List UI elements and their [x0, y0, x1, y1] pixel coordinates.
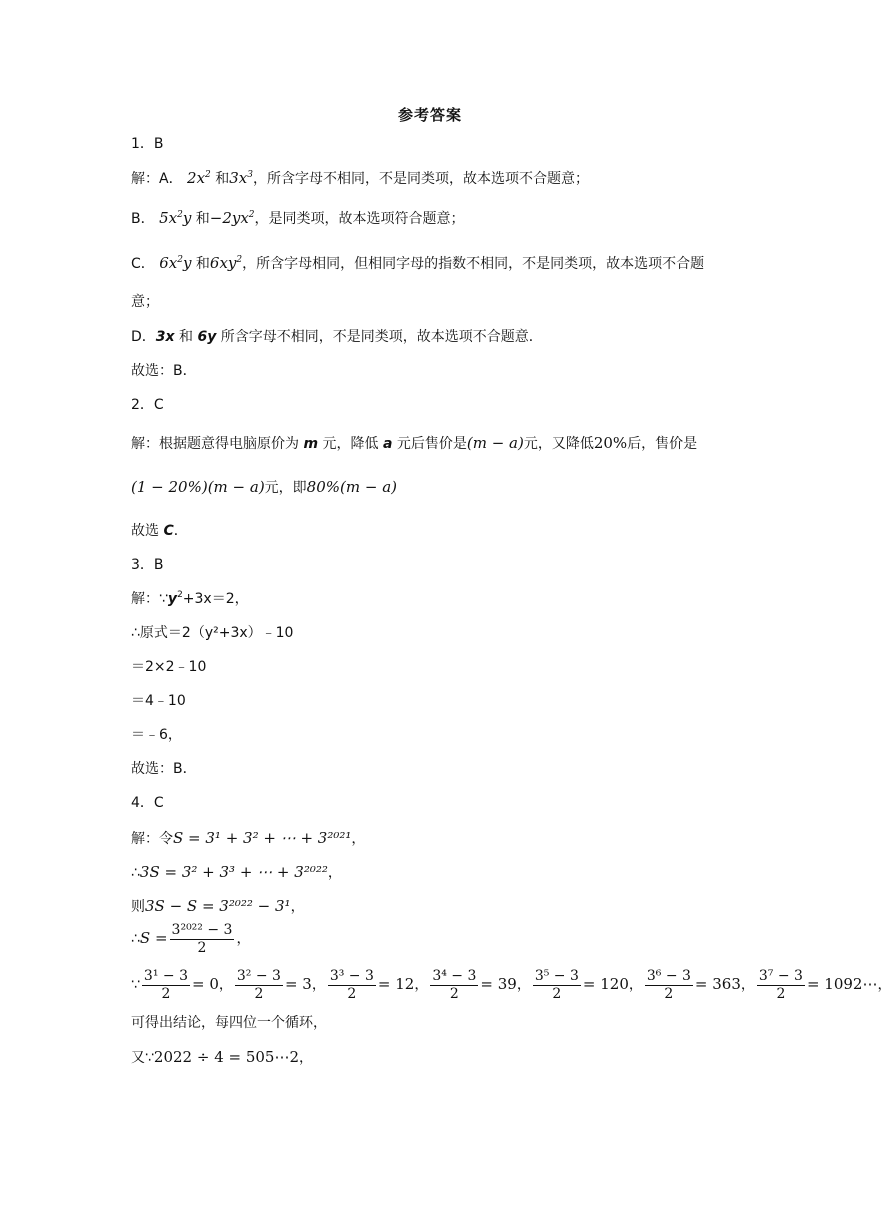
- q4-line-2: ∴3S = 3² + 3³ + ⋯ + 3²⁰²²，: [131, 863, 342, 881]
- fraction: $\frac{\text{3⁵ − 3}}{2}$: [534, 967, 579, 1002]
- q1-conclusion: 故选：B．: [131, 363, 197, 379]
- fraction-result: = 0: [191, 975, 219, 993]
- q1-option-a: 解：A． $2x^2$ 和$3x^3$，所含字母不相同，不是同类项，故本选项不合题意；: [131, 169, 589, 187]
- fraction: $\frac{\text{3¹ − 3}}{2}$: [143, 967, 188, 1002]
- fraction-result: = 363: [694, 975, 741, 993]
- q1-option-c-cont: 意；: [131, 294, 159, 310]
- fraction-item: [531, 967, 629, 1002]
- fraction-item: [326, 967, 415, 1002]
- q4-answer: 4．C: [131, 795, 164, 811]
- fraction-item: [233, 967, 312, 1002]
- q2-answer: 2．C: [131, 397, 164, 413]
- math-expr: $6x^2y$: [159, 254, 192, 272]
- q4-line-7: 又∵2022 ÷ 4 = 505⋯2，: [131, 1048, 314, 1066]
- fraction: $\frac{\text{3²⁰²² − 3}}{2}$: [171, 921, 233, 956]
- q4-line-4: ∴S = $\frac{\text{3²⁰²² − 3}}{2}$ ，: [131, 921, 251, 956]
- math-expr: $3x^3$: [229, 169, 253, 187]
- q4-line-1: 解：令S = 3¹ + 3² + ⋯ + 3²⁰²¹，: [131, 829, 366, 847]
- math-expr: 3S − S = 3²⁰²² − 3¹: [145, 897, 291, 915]
- math-expr: S = 3¹ + 3² + ⋯ + 3²⁰²¹: [173, 829, 352, 847]
- fraction: $\frac{\text{3⁴ − 3}}{2}$: [432, 967, 477, 1002]
- q2-line-2: (1 − 20%)(m − a)元，即80%(m − a): [131, 478, 397, 496]
- math-expr: $5x^2y$: [159, 209, 192, 227]
- q4-line-6: 可得出结论，每四位一个循环，: [131, 1015, 327, 1031]
- q4-line-5: ∵ $\frac{\text{3¹ − 3}}{2}$ = 0， $\frac{\text{3² − 3}}{2}$ = 3， $\frac{\text{3³ − 3}}{2}$ = 12， $\frac{\text{3⁴ − 3}}{2}$ = 39， $\frac{\text{3⁵ − 3}}{2}$ = 120， $\frac{\text{3⁶ − 3}}{2}$ = 363， $\frac{\text{3⁷ − 3}}{2}$ = 1092⋯，: [131, 967, 891, 1002]
- fraction-item: [755, 967, 878, 1002]
- q3-line-1: 解：$\because y^2+3x=2$，: [131, 590, 249, 607]
- fraction-item: [643, 967, 741, 1002]
- q3-conclusion: 故选：B．: [131, 761, 197, 777]
- q1-option-b: B． $5x^2y$ 和$-2yx^2$，是同类项，故本选项符合题意；: [131, 209, 465, 227]
- math-expr: (m − a): [466, 434, 524, 452]
- q3-line-5: ＝﹣6，: [131, 727, 182, 743]
- math-expr: $2x^2$: [187, 169, 211, 187]
- q3-answer: 3．B: [131, 557, 164, 573]
- q3-line-4: ＝4﹣10: [131, 693, 186, 709]
- fraction-item: [428, 967, 517, 1002]
- q3-line-3: ＝2×2﹣10: [131, 659, 207, 675]
- fraction: $\frac{\text{3² − 3}}{2}$: [236, 967, 281, 1002]
- page-title: 参考答案: [397, 106, 462, 124]
- fraction-result: = 120: [582, 975, 629, 993]
- q2-line-1: 解：根据题意得电脑原价为 m 元，降低 a 元后售价是(m − a)元，又降低20%后，售价是: [131, 434, 698, 452]
- math-expr: 2022 ÷ 4 = 505⋯2: [153, 1048, 300, 1066]
- fraction-result: = 1092⋯: [806, 975, 878, 993]
- fraction-result: = 39: [480, 975, 517, 993]
- math-expr: $-2yx^2$: [209, 209, 255, 227]
- math-expr: $6xy^2$: [209, 254, 243, 272]
- math-expr: (1 − 20%)(m − a): [131, 478, 265, 496]
- q4-line-3: 则3S − S = 3²⁰²² − 3¹，: [131, 897, 305, 915]
- fraction: $\frac{\text{3³ − 3}}{2}$: [329, 967, 374, 1002]
- fraction: $\frac{\text{3⁷ − 3}}{2}$: [758, 967, 803, 1002]
- q2-conclusion: 故选 C．: [131, 523, 188, 539]
- q1-answer: 1．B: [131, 136, 164, 152]
- q3-line-2: ∴原式＝2（y²+3x）﹣10: [131, 625, 294, 641]
- fraction-item: [140, 967, 219, 1002]
- fraction-result: = 12: [377, 975, 415, 993]
- q1-option-d: D．3x 和 6y 所含字母不相同，不是同类项，故本选项不合题意．: [131, 329, 543, 345]
- fraction-result: = 3: [284, 975, 312, 993]
- fraction: $\frac{\text{3⁶ − 3}}{2}$: [646, 967, 691, 1002]
- math-expr: 3S = 3² + 3³ + ⋯ + 3²⁰²²: [139, 863, 328, 881]
- q1-option-c: C． $6x^2y$ 和$6xy^2$，所含字母相同，但相同字母的指数不相同，不是同类项，故本选项不合题: [131, 254, 705, 272]
- math-expr: 80%(m − a): [306, 478, 397, 496]
